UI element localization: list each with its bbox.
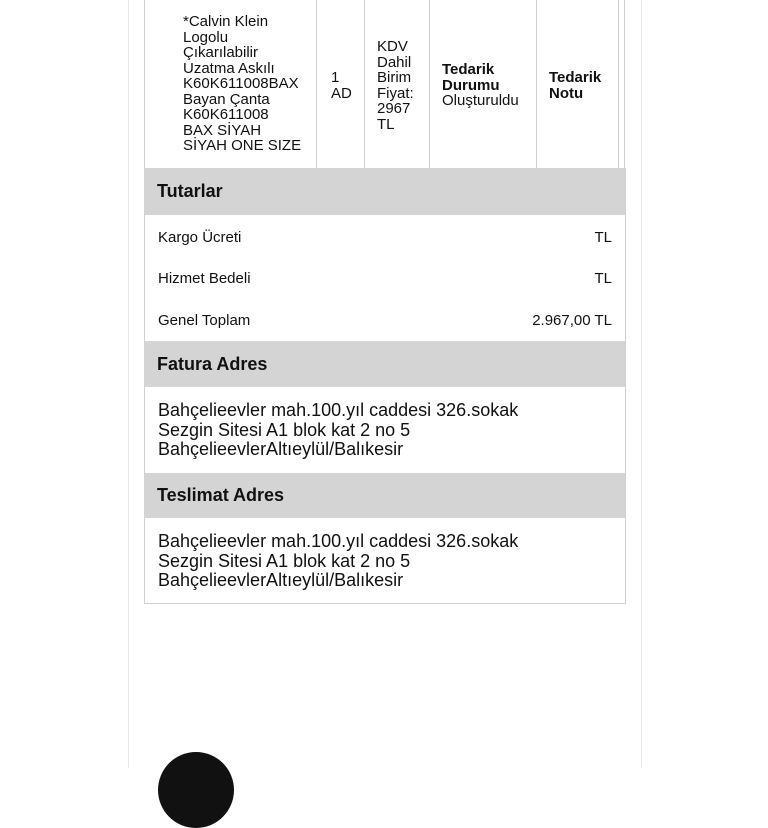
- price-line: Dahil: [377, 53, 412, 71]
- quantity-cell: [317, 0, 365, 168]
- shipping-address: [144, 518, 626, 604]
- product-name-line: K60K611008BAX: [183, 75, 299, 92]
- quantity-value: 1: [331, 69, 340, 86]
- totals-header: Tutarlar: [144, 168, 626, 215]
- supply-status-cell: [430, 0, 537, 168]
- quantity-unit: AD: [331, 84, 352, 102]
- service-fee-value: TL: [594, 270, 612, 287]
- supply-note-label: Notu: [549, 84, 584, 102]
- grand-total-label: Genel Toplam: [158, 312, 251, 329]
- totals-section: [144, 215, 626, 341]
- product-name-line: Logolu: [183, 28, 229, 46]
- supply-status-value: Oluşturuldu: [442, 92, 519, 109]
- supply-note-cell: [537, 0, 619, 168]
- price-line: TL: [377, 115, 395, 133]
- shipping-address-line: BahçelieevlerAltıeylül/Balıkesir: [158, 570, 404, 590]
- shipping-fee-row: [158, 229, 612, 246]
- order-detail-page: [128, 0, 642, 768]
- supply-note-label: Tedarik: [549, 69, 602, 86]
- shipping-address-header: Teslimat Adres: [144, 473, 626, 518]
- billing-address-header: Fatura Adres: [144, 341, 626, 387]
- product-name-line: Bayan Çanta: [183, 90, 270, 108]
- grand-total-value: 2.967,00 TL: [532, 312, 612, 329]
- table-edge: [619, 0, 625, 168]
- product-name-line: Uzatma Askılı: [183, 59, 275, 77]
- billing-address-line: BahçelieevlerAltıeylül/Balıkesir: [158, 439, 404, 459]
- product-row: [145, 0, 625, 168]
- price-line: Fiyat:: [377, 84, 414, 102]
- supply-status-label: Durumu: [442, 76, 500, 94]
- price-cell: [365, 0, 430, 168]
- floating-action-button[interactable]: [158, 752, 234, 828]
- product-name-line: BAX SİYAH: [183, 121, 262, 139]
- billing-address-line: Sezgin Sitesi A1 blok kat 2 no 5: [158, 419, 411, 440]
- product-name-line: Çıkarılabilir: [183, 44, 259, 61]
- shipping-address-line: Sezgin Sitesi A1 blok kat 2 no 5: [158, 550, 411, 571]
- service-fee-row: [158, 270, 612, 287]
- grand-total-row: [158, 312, 612, 329]
- service-fee-label: Hizmet Bedeli: [158, 270, 251, 287]
- price-line: Birim: [377, 69, 412, 86]
- shipping-address-line: Bahçelieevler mah.100.yıl caddesi 326.sokak: [158, 531, 519, 551]
- price-line: 2967: [377, 100, 411, 117]
- shipping-fee-value: TL: [594, 229, 612, 246]
- supply-status-label: Tedarik: [442, 61, 495, 78]
- billing-address-line: Bahçelieevler mah.100.yıl caddesi 326.sokak: [158, 400, 519, 420]
- shipping-fee-label: Kargo Ücreti: [158, 229, 242, 246]
- product-name-line: *Calvin Klein: [183, 13, 269, 30]
- product-name-line: SİYAH ONE SIZE: [183, 137, 302, 154]
- billing-address: [144, 387, 626, 473]
- product-table: [144, 0, 625, 168]
- product-name-line: K60K611008: [183, 106, 269, 123]
- product-name-cell: [145, 0, 317, 168]
- price-line: KDV: [377, 38, 408, 55]
